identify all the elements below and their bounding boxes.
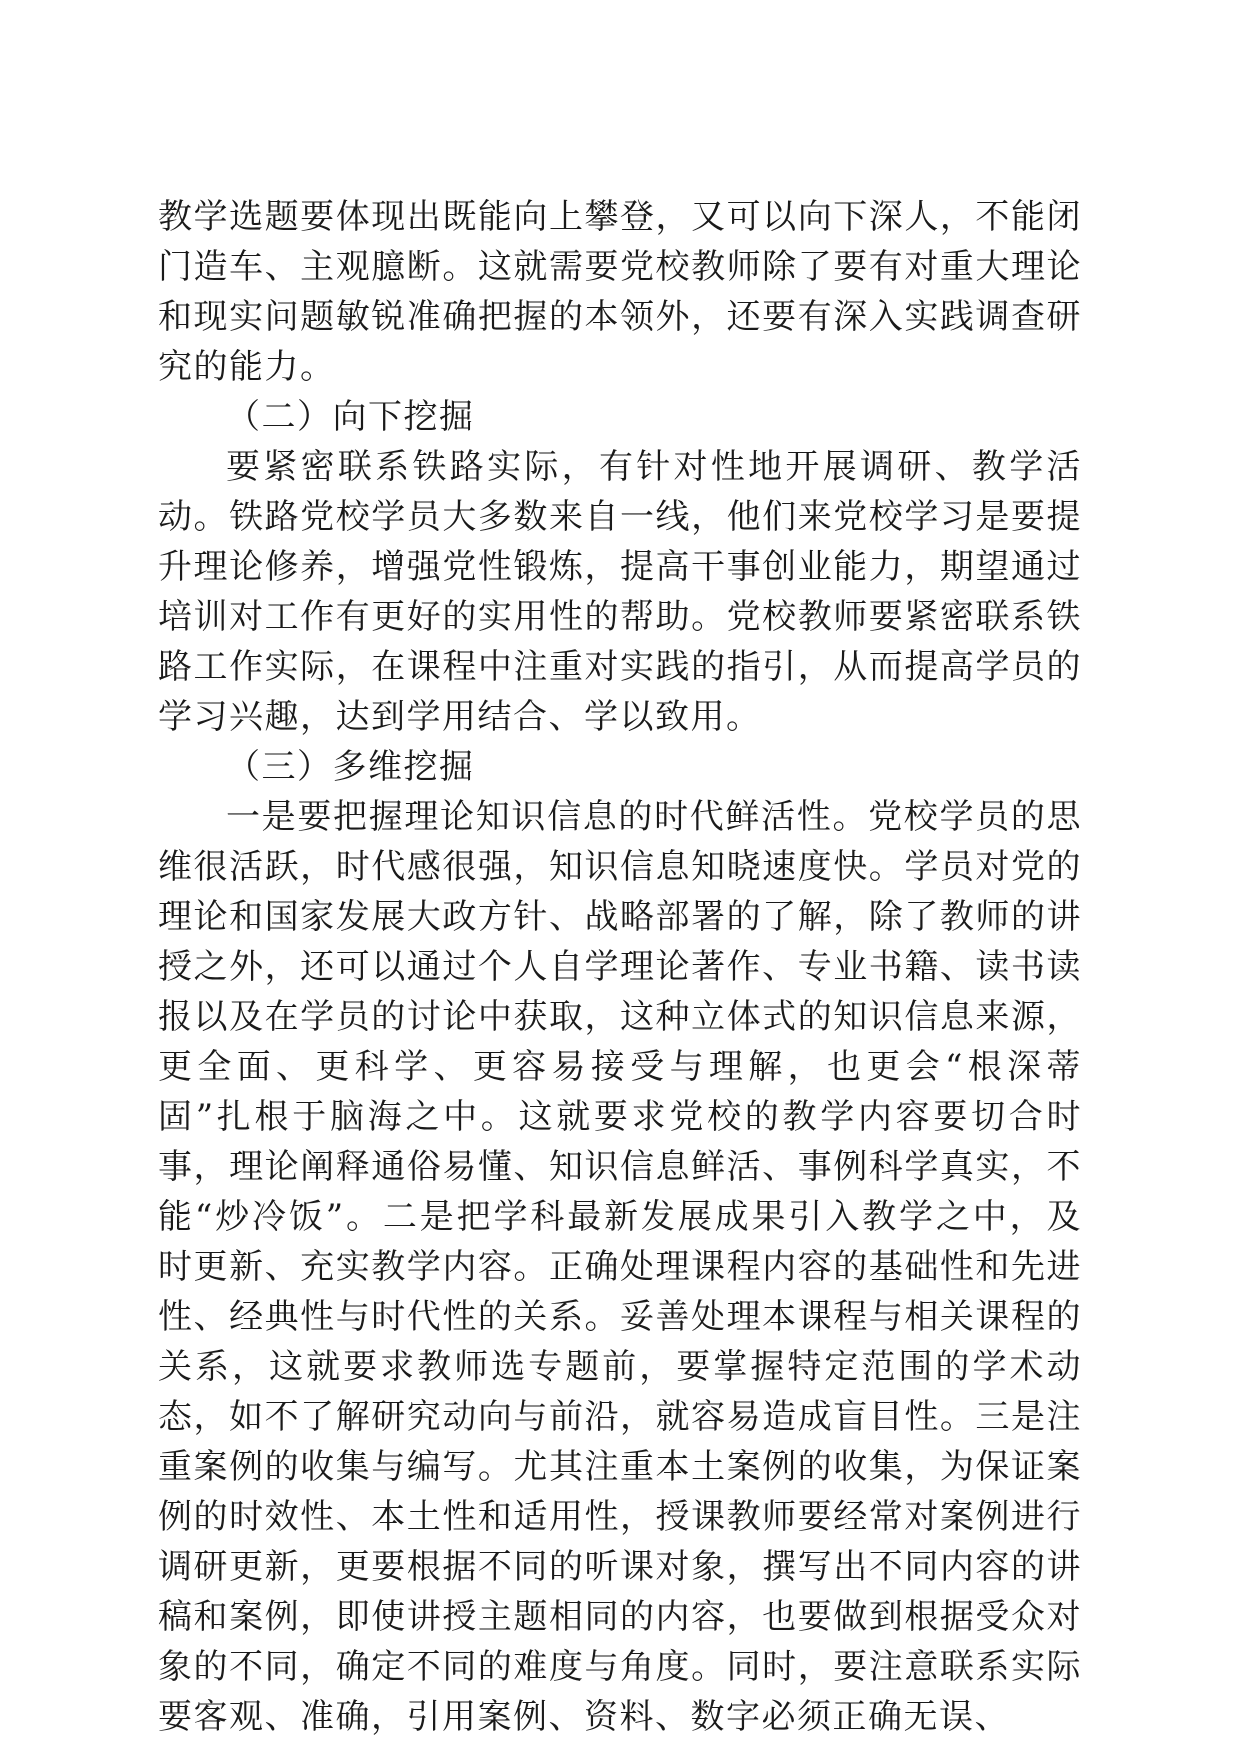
document-body — [158, 192, 1082, 1742]
section-heading-2: （二）向下挖掘 — [226, 397, 475, 437]
paragraph-railway-practice: 要紧密联系铁路实际，有针对性地开展调研、教学活动。铁路党校学员大多数来自一线，他们来党校学习是要提升理论修养，增强党性锻炼，提高干事创业能力，期望通过培训对工作有更好的实用性的帮助。党校教师要紧密联系铁路工作实际，在课程中注重对实践的指引，从而提高学员的学习兴趣，达到学用结合、学以致用。 — [158, 447, 1082, 737]
paragraph-continuation: 教学选题要体现出既能向上攀登，又可以向下深人，不能闭门造车、主观臆断。这就需要党校教师除了要有对重大理论和现实问题敏锐准确把握的本领外，还要有深入实践调查研究的能力。 — [158, 197, 1082, 387]
paragraph-multidimensional: 一是要把握理论知识信息的时代鲜活性。党校学员的思维很活跃，时代感很强，知识信息知晓速度快。学员对党的理论和国家发展大政方针、战略部署的了解，除了教师的讲授之外，还可以通过个人自学理论著作、专业书籍、读书读报以及在学员的讨论中获取，这种立体式的知识信息来源，更全面、更科学、更容易接受与理解，也更会“根深蒂固”扎根于脑海之中。这就要求党校的教学内容要切合时事，理论阐释通俗易懂、知识信息鲜活、事例科学真实，不能“炒冷饭”。二是把学科最新发展成果引入教学之中，及时更新、充实教学内容。正确处理课程内容的基础性和先进性、经典性与时代性的关系。妥善处理本课程与相关课程的关系，这就要求教师选专题前，要掌握特定范围的学术动态，如不了解研究动向与前沿，就容易造成盲目性。三是注重案例的收集与编写。尤其注重本土案例的收集，为保证案例的时效性、本土性和适用性，授课教师要经常对案例进行调研更新，更要根据不同的听课对象，撰写出不同内容的讲稿和案例，即使讲授主题相同的内容，也要做到根据受众对象的不同，确定不同的难度与角度。同时，要注意联系实际要客观、准确，引用案例、资料、数字必须正确无误、 — [158, 797, 1082, 1737]
section-heading-3: （三）多维挖掘 — [226, 747, 475, 787]
